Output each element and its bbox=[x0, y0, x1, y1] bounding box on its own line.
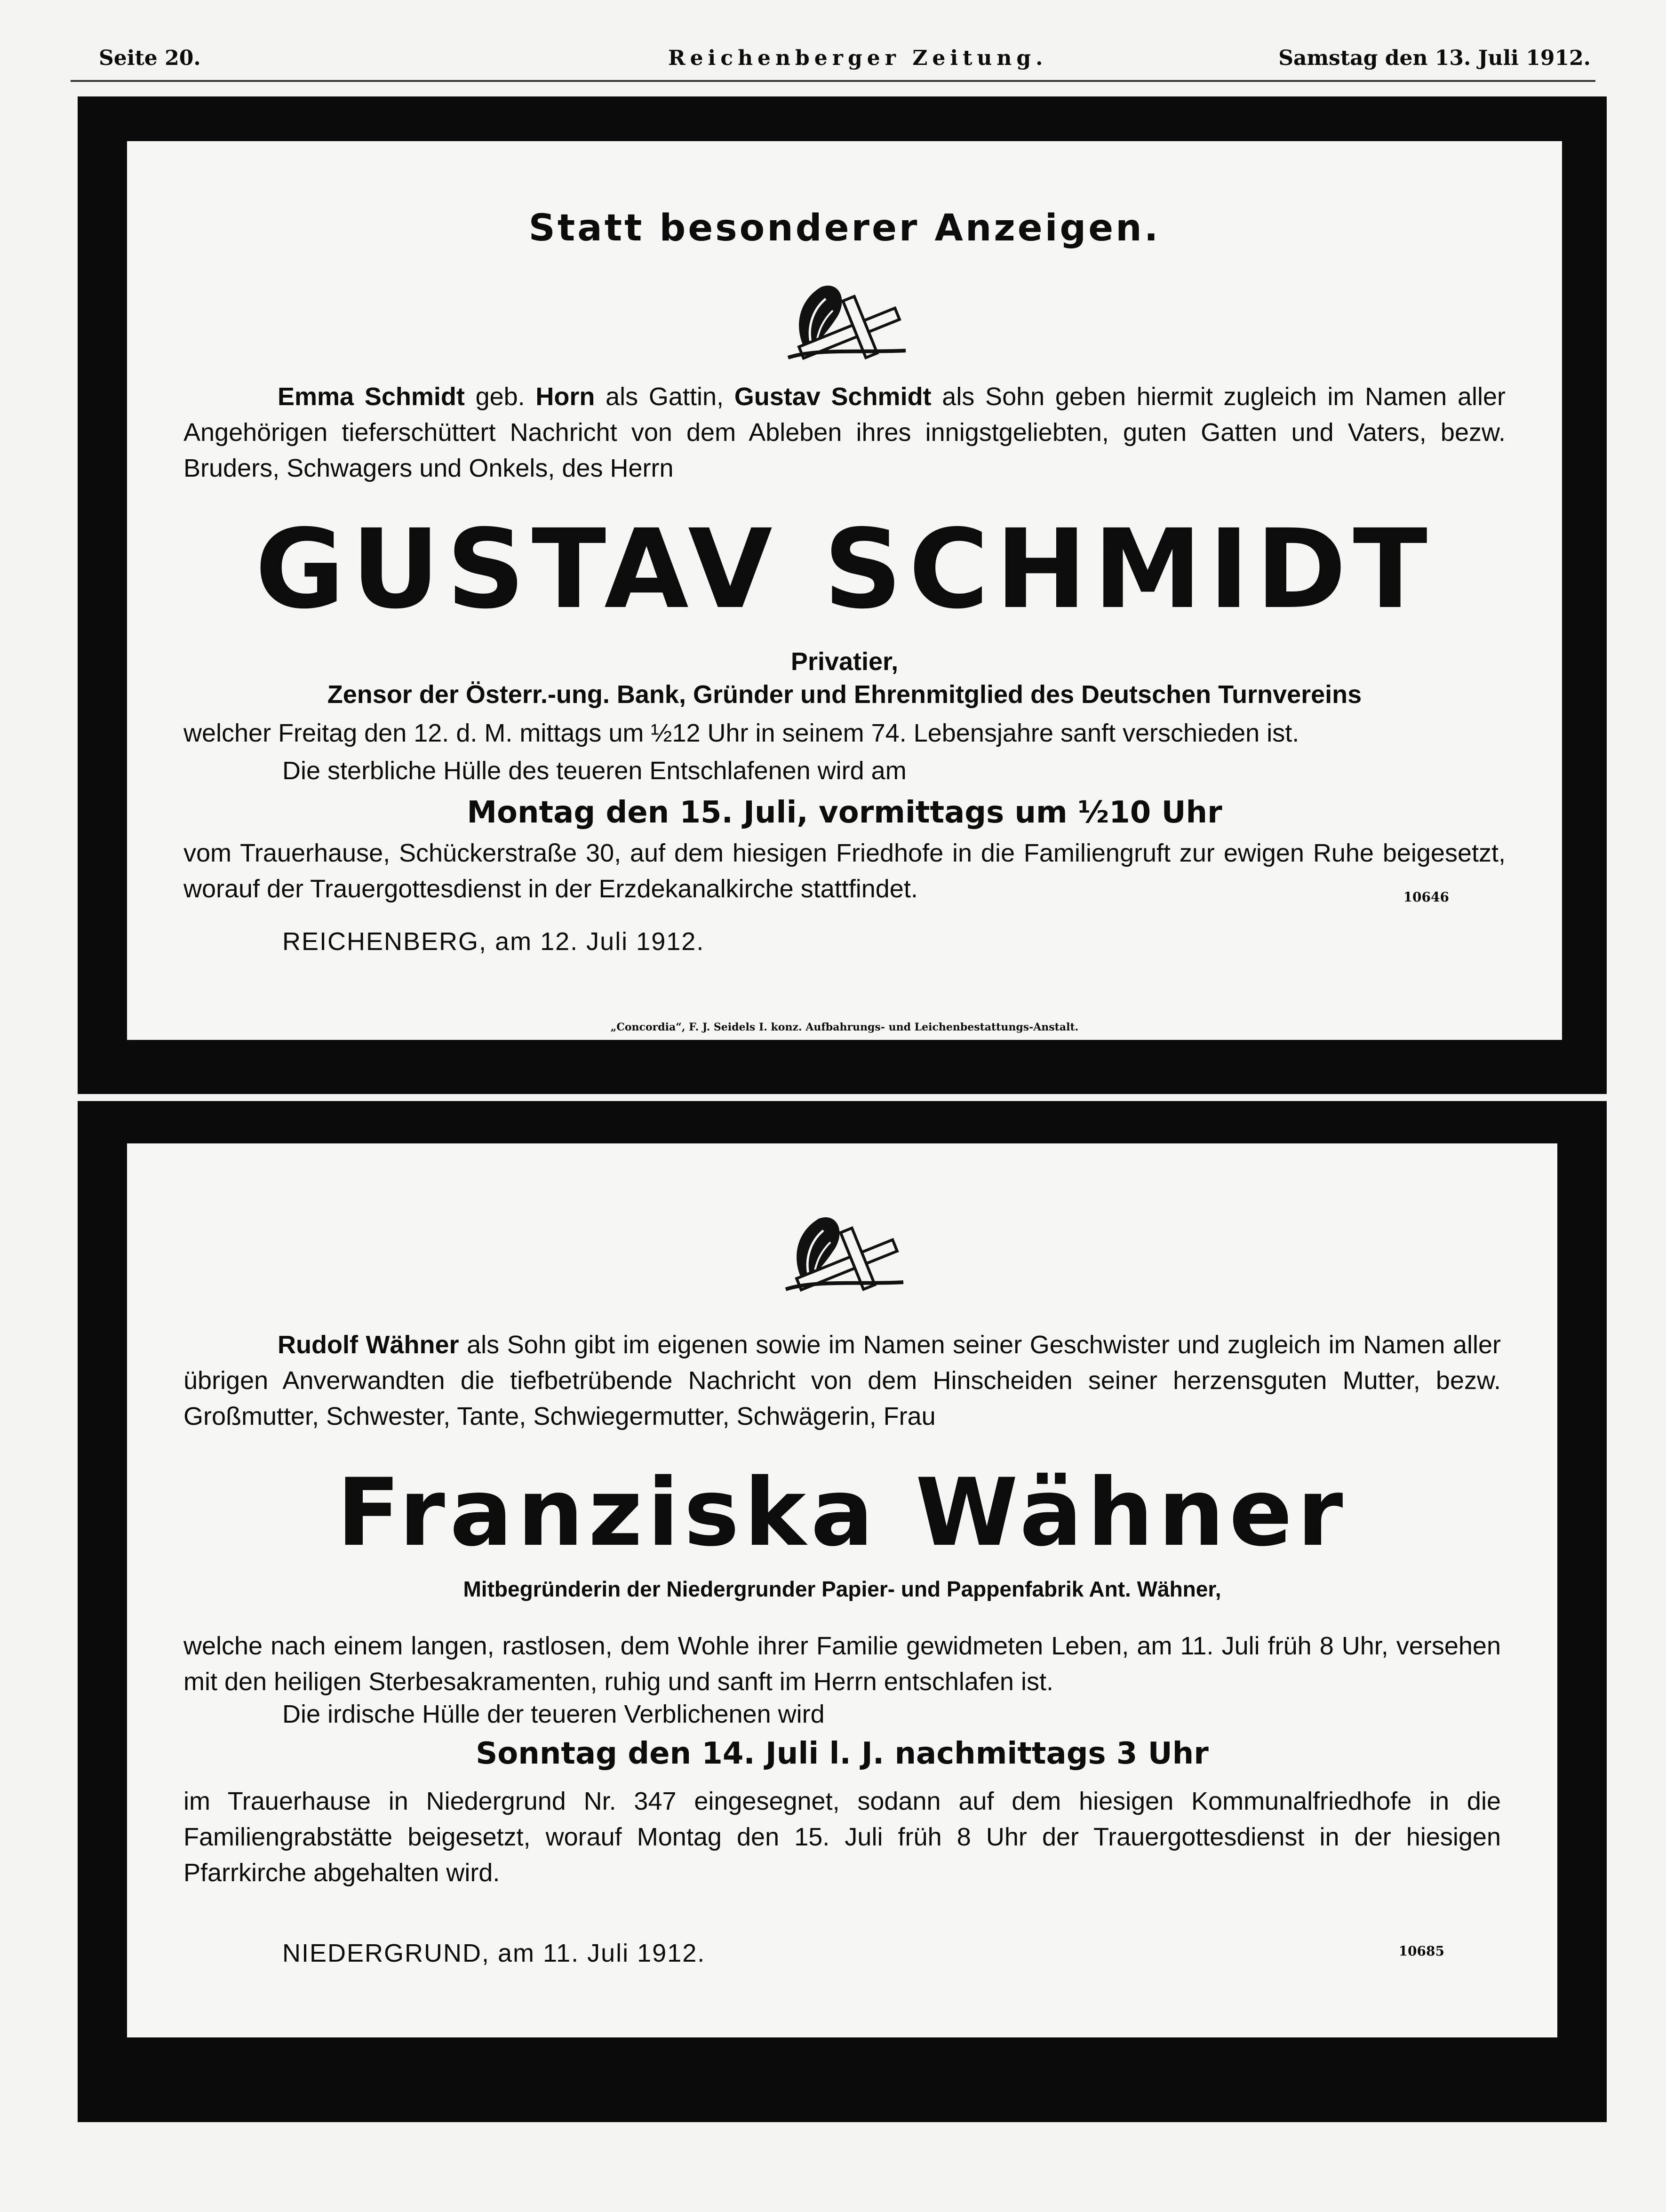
widow-name: Emma Schmidt bbox=[278, 383, 465, 411]
intro-text: als Sohn geben hiermit zugleich im Namen aller Angehörigen tieferschüttert Nachricht von dem Ableben ihres innigstgeliebten, guten Gatten und Vaters, bezw. Bruders, Schwagers und Onkels, des Herrn bbox=[183, 383, 1506, 482]
burial-date: Montag den 15. Juli, vormittags um ½10 Uhr bbox=[467, 795, 1222, 830]
remains-line: Die sterbliche Hülle des teueren Entschlafenen wird am bbox=[282, 757, 907, 785]
deceased-name: Franziska Wähner bbox=[336, 1458, 1348, 1567]
header-rule bbox=[71, 80, 1595, 82]
son-name: Rudolf Wähner bbox=[278, 1331, 459, 1359]
notice-heading: Statt besonderer Anzeigen. bbox=[528, 207, 1161, 249]
intro-text: geb. bbox=[464, 383, 536, 411]
notice-body bbox=[127, 1143, 1557, 2037]
death-paragraph: welche nach einem langen, rastlosen, dem Wohle ihrer Familie gewidmeten Leben, am 11. Juli früh 8 Uhr, versehen mit den heiligen Sterbesakramenten, ruhig und sanft im Herrn entschlafen ist. bbox=[183, 1632, 1501, 1696]
remains-line: Die irdische Hülle der teueren Verblichenen wird bbox=[282, 1700, 825, 1728]
deceased-title: Mitbegründerin der Niedergrunder Papier- und Pappenfabrik Ant. Wähner, bbox=[463, 1577, 1221, 1601]
obituary-notice-schmidt bbox=[78, 96, 1607, 1094]
palm-cross-icon bbox=[776, 1214, 908, 1294]
reference-number: 10646 bbox=[1403, 889, 1449, 905]
page-number: Seite 20. bbox=[99, 46, 201, 70]
intro-paragraph bbox=[183, 379, 1506, 486]
reference-number: 10685 bbox=[1398, 1943, 1444, 1959]
place-date: NIEDERGRUND, am 11. Juli 1912. bbox=[282, 1939, 706, 1967]
deceased-name: GUSTAV SCHMIDT bbox=[255, 506, 1434, 633]
palm-cross-icon bbox=[779, 282, 910, 362]
notice-body bbox=[127, 141, 1562, 1040]
burial-paragraph: im Trauerhause in Niedergrund Nr. 347 eingesegnet, sodann auf dem hiesigen Kommunalfriedhofe in die Familiengrabstätte beigesetzt, worauf Montag den 15. Juli früh 8 Uhr der Trauergottesdienst in der hiesigen Pfarrkirche abgehalten wird. bbox=[183, 1787, 1501, 1887]
maiden-name: Horn bbox=[535, 383, 595, 411]
intro-text: als Gattin, bbox=[595, 383, 734, 411]
intro-paragraph bbox=[183, 1327, 1501, 1434]
son-name: Gustav Schmidt bbox=[734, 383, 932, 411]
death-line: welcher Freitag den 12. d. M. mittags um ½12 Uhr in seinem 74. Lebensjahre sanft verschieden ist. bbox=[183, 719, 1299, 747]
intro-text: als Sohn gibt im eigenen sowie im Namen seiner Geschwister und zugleich im Namen aller übrigen Anverwandten die tiefbetrübende Nachricht von dem Hinscheiden seiner herzensguten Mutter, bezw. Großmutter, Schwester, Tante, Schwiegermutter, Schwägerin, Frau bbox=[183, 1331, 1501, 1430]
printer-line: „Concordia“, F. J. Seidels I. konz. Aufbahrungs- und Leichenbestattungs-Anstalt. bbox=[610, 1021, 1079, 1033]
newspaper-title: Reichenberger Zeitung. bbox=[668, 46, 1048, 70]
page-header bbox=[0, 0, 1666, 94]
deceased-honors: Zensor der Österr.-ung. Bank, Gründer und Ehrenmitglied des Deutschen Turnvereins bbox=[327, 680, 1362, 709]
burial-date: Sonntag den 14. Juli l. J. nachmittags 3 Uhr bbox=[476, 1736, 1209, 1771]
issue-date: Samstag den 13. Juli 1912. bbox=[1278, 46, 1591, 70]
obituary-notice-waehner bbox=[78, 1101, 1607, 2122]
burial-paragraph: vom Trauerhause, Schückerstraße 30, auf dem hiesigen Friedhofe in die Familiengruft zur ewigen Ruhe beigesetzt, worauf der Trauergottesdienst in der Erzdekanalkirche stattfindet. bbox=[183, 839, 1506, 903]
place-date: REICHENBERG, am 12. Juli 1912. bbox=[282, 927, 705, 956]
deceased-title: Privatier, bbox=[790, 647, 899, 676]
